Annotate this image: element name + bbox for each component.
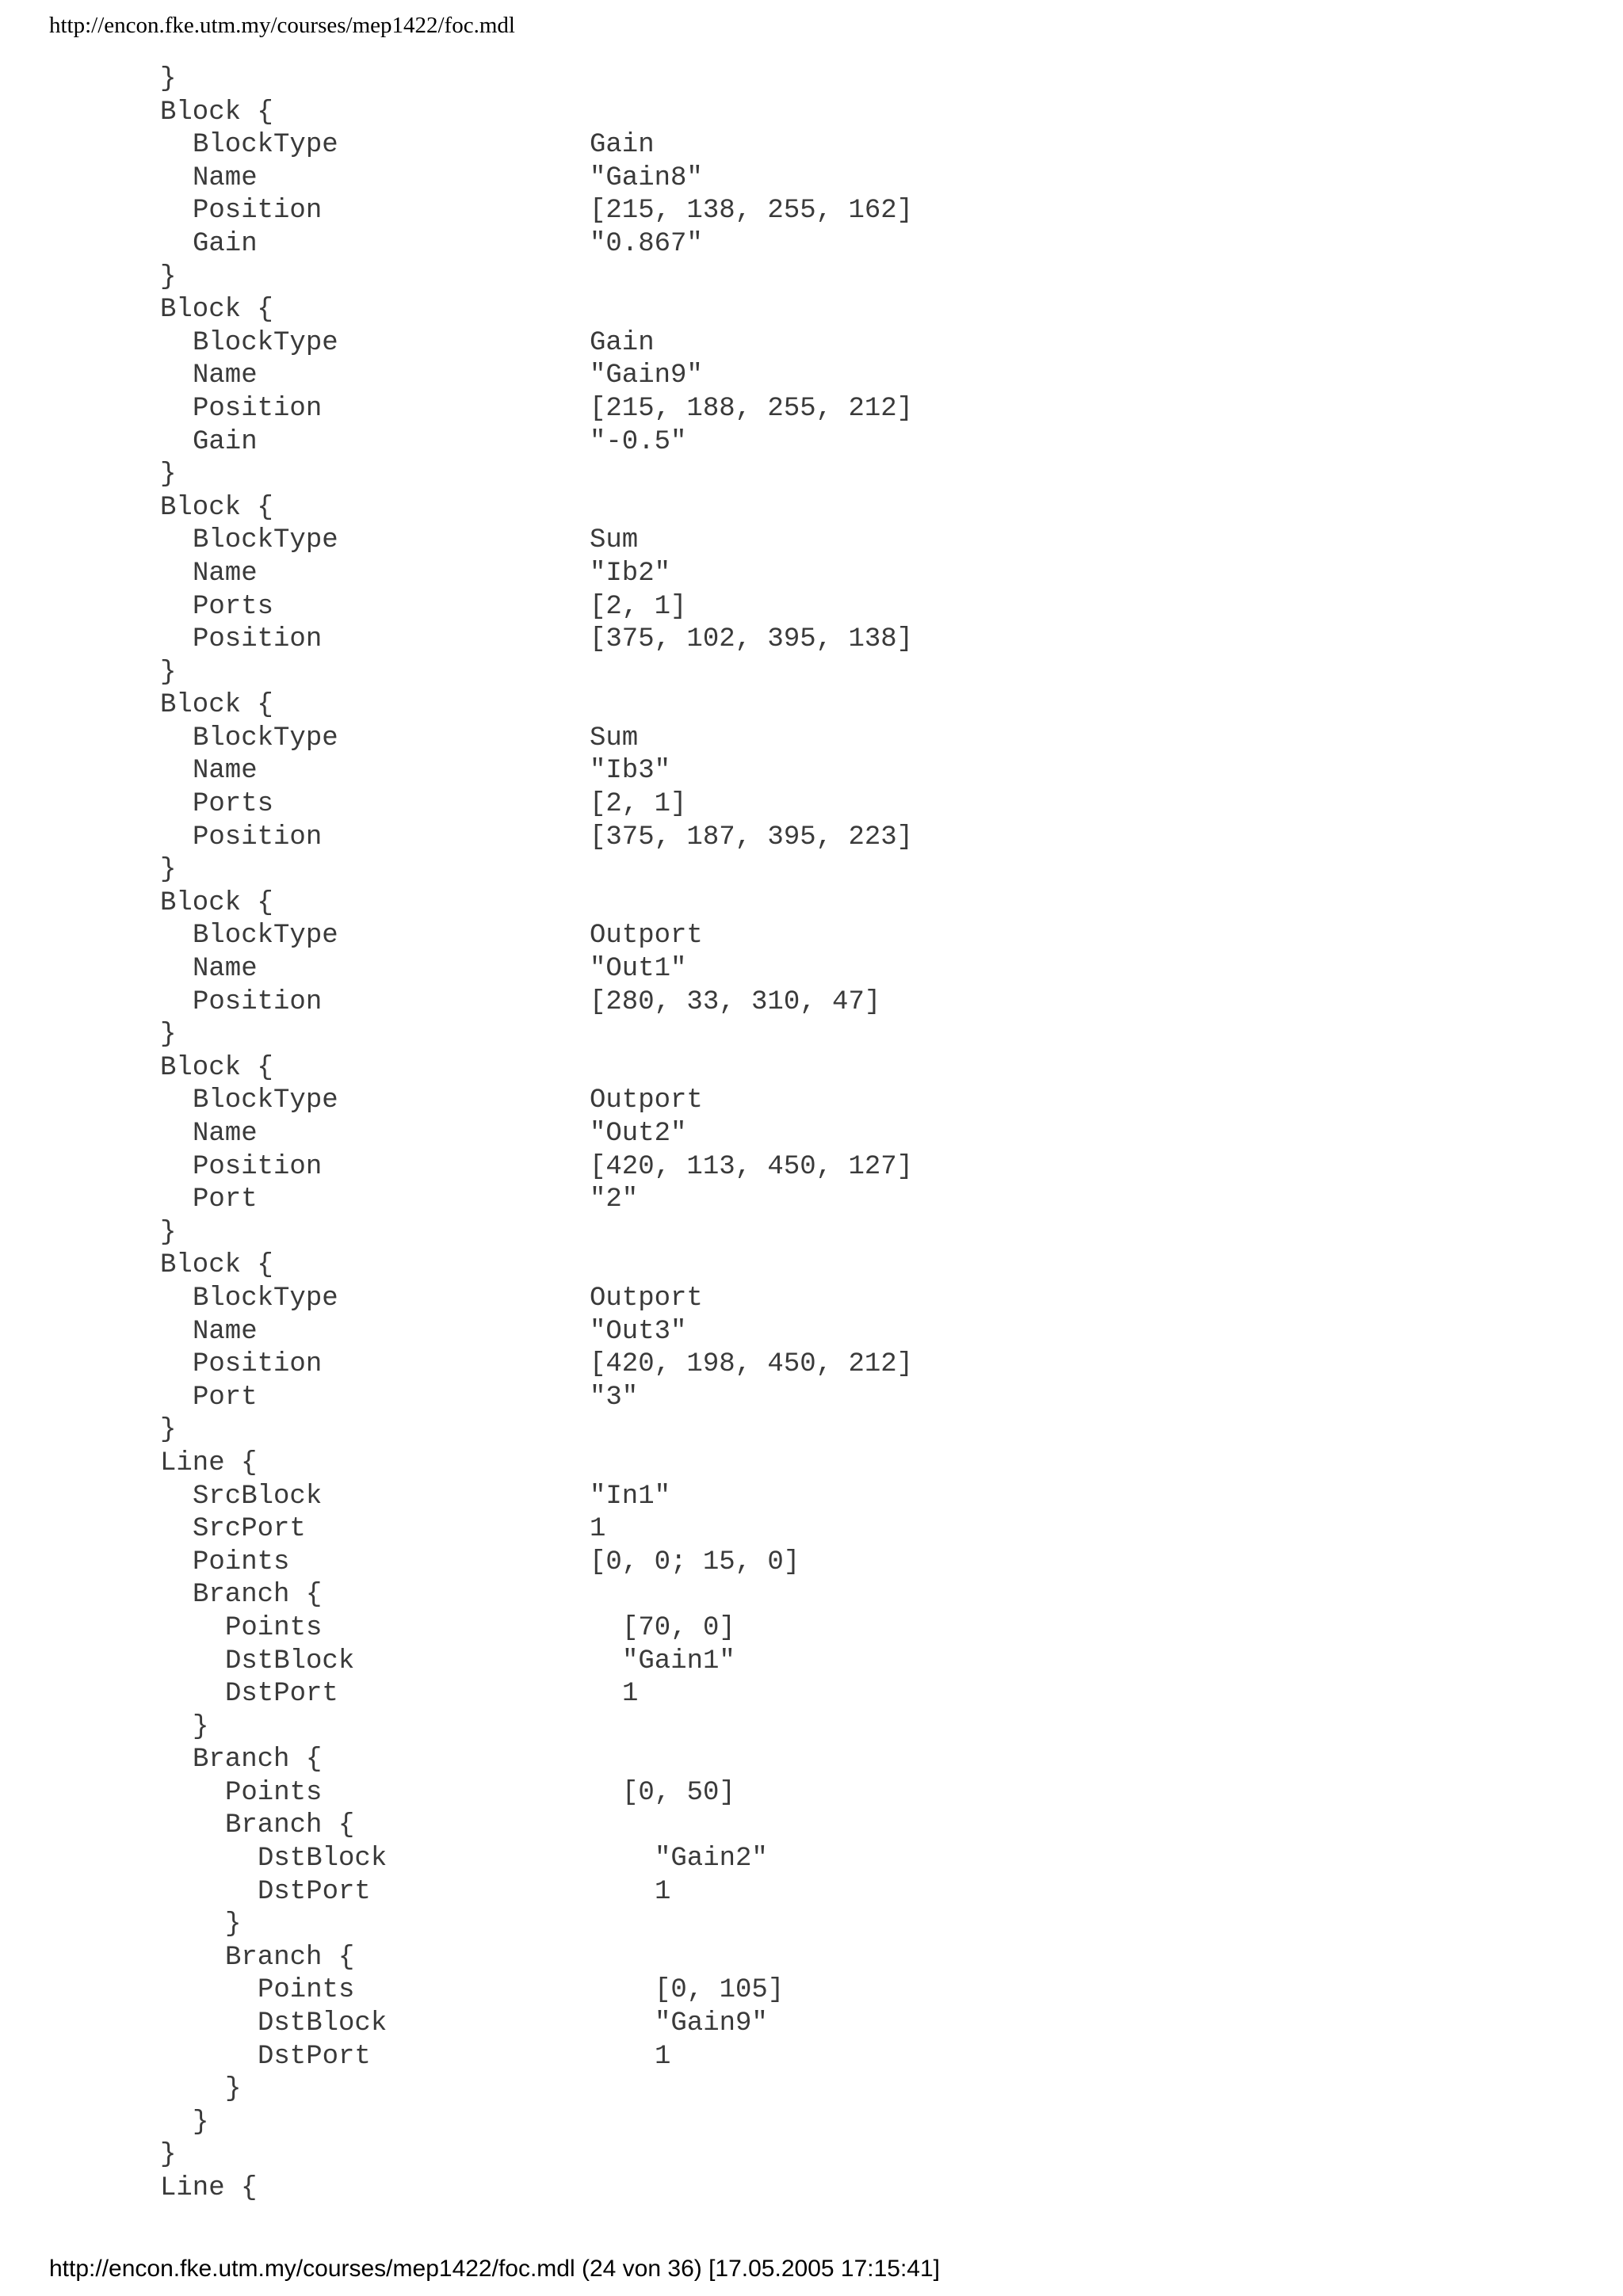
code-value: [280, 33, 310, 47]	[590, 986, 881, 1017]
code-structure: }	[160, 1020, 177, 1051]
code-key: Name	[193, 1316, 258, 1347]
code-structure: Block {	[160, 1250, 273, 1281]
code-key: Points	[193, 1547, 290, 1577]
code-structure: Block {	[160, 492, 273, 523]
code-structure: Branch {	[225, 1942, 355, 1973]
code-structure: Block {	[160, 295, 273, 326]
code-key: Position	[193, 393, 323, 424]
code-key: Ports	[193, 789, 274, 820]
code-structure: }	[193, 2107, 209, 2138]
code-key: Position	[193, 624, 323, 655]
code-key: BlockType	[193, 327, 338, 358]
code-key: DstPort	[258, 2041, 371, 2072]
code-key: Position	[193, 196, 323, 227]
code-key: DstPort	[225, 1679, 338, 1710]
code-key: Name	[193, 954, 258, 985]
code-value: Gain	[590, 327, 655, 358]
code-key: BlockType	[193, 1085, 338, 1116]
code-value: "Ib2"	[590, 558, 671, 589]
code-structure: Block {	[160, 887, 273, 918]
code-structure: }	[225, 2074, 242, 2105]
code-key: SrcPort	[193, 1514, 306, 1545]
code-key: Position	[193, 1151, 323, 1182]
code-structure: }	[160, 1217, 177, 1248]
code-key: Points	[225, 1777, 323, 1808]
code-value: 1	[622, 1679, 639, 1710]
code-structure: }	[160, 460, 177, 490]
code-key: DstPort	[258, 1876, 371, 1907]
code-key: Gain	[193, 426, 258, 457]
code-key: DstBlock	[258, 2008, 388, 2039]
code-value: "Out1"	[590, 954, 687, 985]
code-value: "-0.5"	[590, 426, 687, 457]
code-structure: }	[160, 855, 177, 886]
code-structure: }	[160, 64, 177, 94]
code-value: "Gain2"	[655, 1844, 768, 1875]
code-key: Name	[193, 558, 258, 589]
code-structure: Block {	[160, 97, 273, 128]
code-structure: Branch {	[193, 1745, 323, 1775]
code-key: Name	[193, 360, 258, 391]
code-value: [215, 138, 255, 162]	[590, 196, 914, 227]
code-value: "In1"	[590, 1481, 671, 1512]
code-key: Name	[193, 756, 258, 787]
code-key: BlockType	[193, 130, 338, 161]
code-key: BlockType	[193, 921, 338, 952]
code-structure: }	[160, 261, 177, 292]
code-key: Position	[193, 1349, 323, 1380]
code-key: DstBlock	[225, 1646, 355, 1676]
code-value: "Out2"	[590, 1119, 687, 1149]
code-value: "2"	[590, 1184, 639, 1215]
code-value: "0.867"	[590, 228, 703, 259]
code-value: "Gain9"	[590, 360, 703, 391]
code-value: [70, 0]	[622, 1612, 735, 1643]
code-value: [420, 198, 450, 212]	[590, 1349, 914, 1380]
code-key: Points	[258, 1975, 355, 2006]
code-key: Gain	[193, 228, 258, 259]
code-structure: Block {	[160, 1052, 273, 1083]
page-footer: http://encon.fke.utm.my/courses/mep1422/foc.mdl (24 von 36) [17.05.2005 17:15:41]	[49, 2256, 941, 2282]
code-key: BlockType	[193, 1283, 338, 1314]
code-value: "Gain9"	[655, 2008, 768, 2039]
code-key: Ports	[193, 591, 274, 622]
code-value: [420, 113, 450, 127]	[590, 1151, 914, 1182]
code-key: Port	[193, 1184, 258, 1215]
code-key: DstBlock	[258, 1844, 388, 1875]
code-structure: Branch {	[193, 1580, 323, 1611]
code-value: Outport	[590, 1085, 703, 1116]
code-value: Sum	[590, 525, 639, 556]
code-value: Outport	[590, 1283, 703, 1314]
code-value: [375, 102, 395, 138]	[590, 624, 914, 655]
code-key: SrcBlock	[193, 1481, 323, 1512]
code-structure: Line {	[160, 1447, 258, 1478]
code-value: 1	[590, 1514, 606, 1545]
code-value: Sum	[590, 723, 639, 753]
code-value: 1	[655, 1876, 671, 1907]
code-value: [0, 0; 15, 0]	[590, 1547, 800, 1577]
code-value: [2, 1]	[590, 789, 687, 820]
code-key: Name	[193, 1119, 258, 1149]
code-key: BlockType	[193, 723, 338, 753]
code-value: Outport	[590, 921, 703, 952]
code-structure: }	[160, 657, 177, 688]
page-header-url: http://encon.fke.utm.my/courses/mep1422/foc.mdl	[49, 13, 515, 38]
code-value: "Ib3"	[590, 756, 671, 787]
code-value: "Gain8"	[590, 162, 703, 193]
code-structure: }	[225, 1909, 242, 1940]
code-value: [2, 1]	[590, 591, 687, 622]
code-key: Port	[193, 1382, 258, 1413]
code-value: "Gain1"	[622, 1646, 735, 1676]
code-structure: Line {	[160, 2173, 258, 2203]
code-structure: }	[160, 1415, 177, 1446]
code-key: Position	[193, 822, 323, 852]
code-structure: Block {	[160, 690, 273, 721]
code-value: [0, 50]	[622, 1777, 735, 1808]
code-value: 1	[655, 2041, 671, 2072]
code-value: [215, 188, 255, 212]	[590, 393, 914, 424]
code-structure: }	[160, 2140, 177, 2171]
code-value: "Out3"	[590, 1316, 687, 1347]
code-structure: }	[193, 1711, 209, 1742]
code-key: Name	[193, 162, 258, 193]
code-key: Position	[193, 986, 323, 1017]
code-value: "3"	[590, 1382, 639, 1413]
code-structure: Branch {	[225, 1810, 355, 1841]
code-value: [375, 187, 395, 223]	[590, 822, 914, 852]
code-key: Points	[225, 1612, 323, 1643]
code-value: Gain	[590, 130, 655, 161]
code-key: BlockType	[193, 525, 338, 556]
code-value: [0, 105]	[655, 1975, 785, 2006]
